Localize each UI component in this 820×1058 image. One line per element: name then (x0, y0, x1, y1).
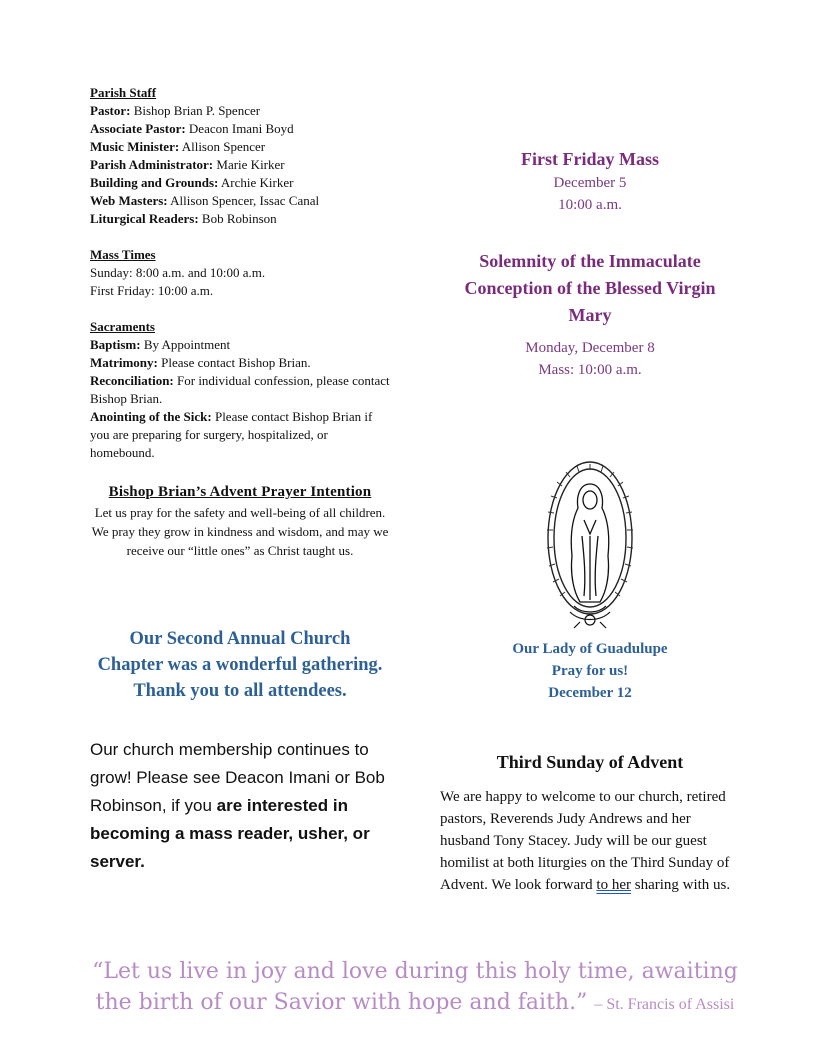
first-friday-event (440, 146, 740, 216)
sacrament-row: Matrimony: Please contact Bishop Brian. (90, 355, 311, 370)
membership-paragraph: Our church membership continues to grow! Please see Deacon Imani or Bob Robinson, if you are interested in becoming a mass reader, usher, or server. (90, 740, 385, 871)
quote-attribution: – St. Francis of Assisi (594, 996, 735, 1013)
solemnity-date: Monday, December 8 (525, 340, 655, 356)
staff-row: Pastor: Bishop Brian P. Spencer (90, 103, 261, 118)
mass-time-first-friday: First Friday: 10:00 a.m. (90, 283, 214, 298)
staff-row: Music Minister: Allison Spencer (90, 139, 266, 154)
mass-times-heading: Mass Times (90, 247, 156, 262)
sacrament-row: Anointing of the Sick: Please contact Bishop Brian if you are preparing for surgery, hospitalized, or homebound. (90, 409, 373, 460)
staff-row: Parish Administrator: Marie Kirker (90, 157, 285, 172)
sacrament-row: Reconciliation: For individual confession, please contact Bishop Brian. (90, 373, 390, 406)
chapter-announcement: Our Second Annual Church Chapter was a wonderful gathering. Thank you to all attendees. (97, 629, 383, 701)
staff-list (90, 102, 390, 228)
left-column (90, 84, 390, 560)
closing-quote (80, 956, 750, 1020)
parish-staff-heading: Parish Staff (90, 85, 157, 100)
mass-time-sunday: Sunday: 8:00 a.m. and 10:00 a.m. (90, 265, 266, 280)
right-column (440, 146, 740, 381)
advent-paragraph: We are happy to welcome to our church, retired pastors, Reverends Judy Andrews and her husband Tony Stacey. Judy will be our guest homilist at both liturgies on the Third Sunday of Advent. We look forward to her sharing with us. (440, 789, 731, 893)
sacraments-heading: Sacraments (90, 319, 155, 334)
staff-row: Web Masters: Allison Spencer, Issac Canal (90, 193, 320, 208)
grammar-flag[interactable]: to her (596, 877, 631, 893)
quote-text: “Let us live in joy and love during this holy time, awaiting the birth of our Savior with hope and faith.” (92, 959, 738, 1015)
prayer-intention-text: Let us pray for the safety and well-being of all children. We pray they grow in kindness and wisdom, and may we receive our “little ones” as Christ taught us. (91, 505, 389, 558)
solemnity-event (440, 248, 740, 381)
our-lady-of-guadalupe-image (540, 456, 640, 636)
advent-title: Third Sunday of Advent (496, 752, 684, 772)
staff-row: Building and Grounds: Archie Kirker (90, 175, 294, 190)
first-friday-time: 10:00 a.m. (558, 197, 622, 213)
sacrament-row: Baptism: By Appointment (90, 337, 231, 352)
first-friday-title: First Friday Mass (521, 149, 659, 169)
prayer-intention-title: Bishop Brian’s Advent Prayer Intention (108, 484, 372, 500)
first-friday-date: December 5 (553, 175, 627, 191)
guadalupe-caption: Our Lady of Guadulupe Pray for us! December 12 (512, 641, 668, 701)
guadalupe-drawing (540, 456, 640, 636)
prayer-intention (90, 482, 390, 560)
staff-row: Liturgical Readers: Bob Robinson (90, 211, 277, 226)
solemnity-time: Mass: 10:00 a.m. (538, 362, 642, 378)
solemnity-title: Solemnity of the Immaculate Conception of the Blessed Virgin Mary (464, 251, 716, 325)
staff-row: Associate Pastor: Deacon Imani Boyd (90, 121, 294, 136)
